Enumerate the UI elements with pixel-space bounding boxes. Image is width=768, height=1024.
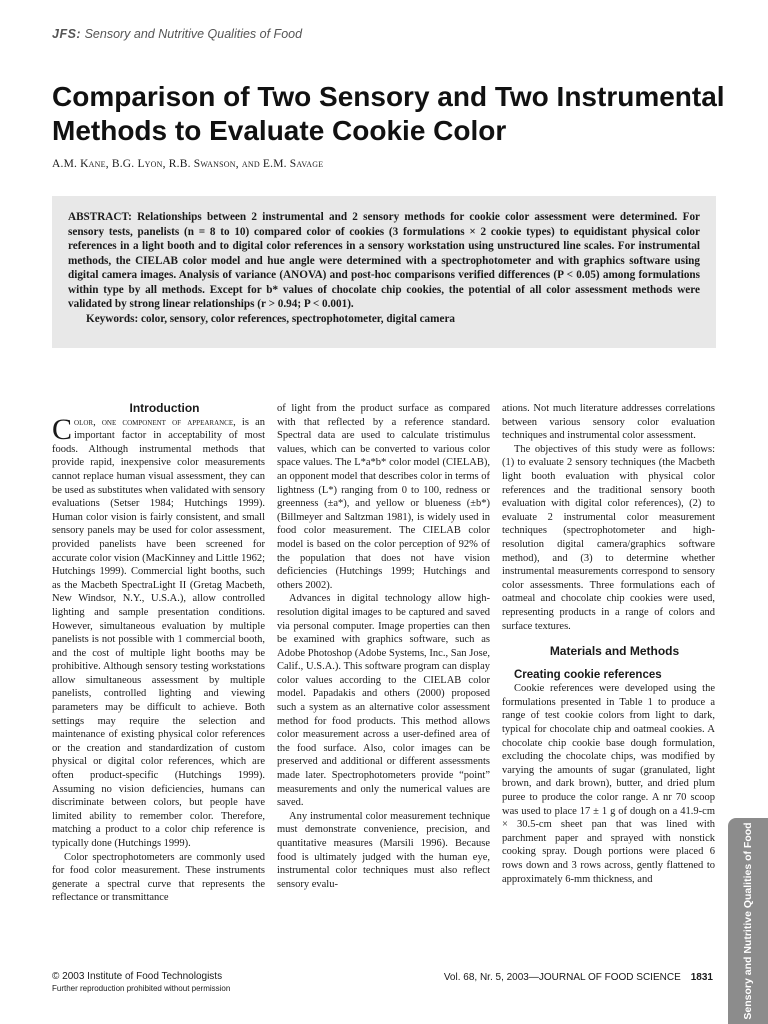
section-side-tab <box>728 818 768 1024</box>
abstract-box <box>52 196 716 348</box>
running-head <box>52 27 302 41</box>
col3-paragraph-2: The objectives of this study were as follows: (1) to evaluate 2 sensory techniques (the Macbeth light booth evaluation with physical color references and the traditional sensory booth evaluation with digital color references), (2) to evaluate 2 instrumental color measurement techniques (spectrophotometer and high-resolution digital camera/graphics software method), and (3) to determine whether instrumental measurements correspond to sensory color assessments. Three formulations each of oatmeal and chocolate chip cookies were used, representing products in a range of colors and surface textures. <box>502 443 715 632</box>
methods-heading: Materials and Methods <box>549 644 680 659</box>
col2-paragraph-2: Advances in digital technology allow high-resolution digital images to be captured and saved via personal computer. Image properties can then be examined with graphics software, such as Adobe Photoshop (Adobe Systems, Inc., San Jose, Calif., U.S.A.). This software program can display color values according to the CIELAB color model. Papadakis and others (2000) proposed such a system as an alternative color assessment method for food products. This method allows color measurement across a user-defined area of the food surface. Also, color images can be preserved and additional or different assessments made later. Spectrophotometers provide “point” measurements and only the numerical values are saved. <box>277 593 490 809</box>
intro-paragraph-1 <box>52 412 265 851</box>
text-column-3 <box>502 402 715 885</box>
intro-paragraph-2: Color spectrophotometers are commonly used for food color measurement. These instruments generate a spectral curve that represents the reflectance or transmittance <box>52 851 265 904</box>
lead-in: olor, one component of appearance, <box>74 416 236 428</box>
side-tab-label: Sensory and Nutritive Qualities of Food <box>742 822 754 1020</box>
keywords: Keywords: color, sensory, color references, spectrophotometer, digital camera <box>86 312 455 325</box>
intro-paragraph-1-text: is an important factor in acceptability of most foods. Although instrumental methods that provide rapid, inexpensive color measurements cannot replace human visual assessment, they can be used as substitutes when validated with sensory evaluations (Setser 1984; Hutchings 1999). Human color vision is fairly consistent, and small sensory panels may be used for color assessment, provided panelists have been screened for accurate color vision (MacKinney and Little 1962; Hutchings 1999). Commercial light booths, such as the Macbeth SpectraLight II (Gretag Macbeth, New Windsor, N.Y., U.S.A.), allow controlled lighting and sample presentation conditions. However, simultaneous evaluation by multiple panelists is not possible with 1 commercial booth, and the cost of multiple light booths may be prohibitive. Although sensory testing workstations allow simultaneous assessment by multiple panelists, controlled lighting and viewing parameters may be difficult to achieve. Both settings may require the selection and maintenance of existing physical color references or the creation and standardization of custom physical or digital color references, which are often product-specific (Hutchings 1999). Assuming no vision deficiencies, humans can discriminate between colors, but people have limited ability to remember color. Therefore, matching a product to a color chip reference is typically done (Hutchings 1999). <box>52 416 265 849</box>
text-column-2 <box>277 402 490 890</box>
col3-paragraph-1: ations. Not much literature addresses correlations between various sensory color evaluation techniques and instrumental color assessment. <box>502 403 715 442</box>
reproduction-notice: Further reproduction prohibited without permission <box>52 984 231 993</box>
text-column-1 <box>52 401 265 904</box>
section-name: Sensory and Nutritive Qualities of Food <box>84 27 303 41</box>
abstract-text: ABSTRACT: Relationships between 2 instrumental and 2 sensory methods for cookie color assessment were determined. For sensory tests, panelists (n = 8 to 10) compared color of cookies (3 formulations × 2 cookie types) to equidistant physical color references in a light booth and to digital color references in a sensory workstation using unstructured line scales. For instrumental methods, the CIELAB color model and hue angle were determined with a spectrophotometer and with graphics software using digital camera images. Analysis of variance (ANOVA) and post-hoc comparisons verified differences (P < 0.05) among formulations within type by all methods. Except for b* values of chocolate chip cookies, the potential of all color assessment methods were validated by strong linear relationships (r > 0.94; P < 0.001). <box>68 211 700 310</box>
introduction-heading: Introduction <box>129 401 200 415</box>
article-title: Comparison of Two Sensory and Two Instrumental Methods to Evaluate Cookie Color <box>52 81 725 146</box>
col2-paragraph-3: Any instrumental color measurement technique must demonstrate convenience, precision, and quantitative measures (Marsili 1996). Because food is ultimately judged with the human eye, instrumental color techniques must also reflect sensory evalu- <box>277 810 490 890</box>
journal-abbrev: JFS: <box>52 27 82 41</box>
author-list: A.M. Kane, B.G. Lyon, R.B. Swanson, and E.M. Savage <box>52 158 324 170</box>
cookie-references-subheading: Creating cookie references <box>514 668 662 681</box>
col3-paragraph-3: Cookie references were developed using the formulations presented in Table 1 to produce a range of test cookie colors from light to dark, typical for chocolate chip and oatmeal cookies. A chocolate chip cookie base dough formulation, excluding the chocolate chips, was modified by varying the amounts of sugar (granulated, light brown, and dark brown), butter, and dried plum puree to produce the color range. A nr 70 scoop was used to place 17 ± 1 g of dough on a 41.9-cm × 30.5-cm sheet pan that was lined with parchment paper and sprayed with nonstick cooking spray. Dough portions were placed 6 rows down and 3 rows across, gently flattened to approximately 6-mm thickness, and <box>502 683 715 885</box>
drop-cap: C <box>52 412 73 446</box>
footer-copyright <box>52 971 230 995</box>
page-number: 1831 <box>690 972 713 983</box>
footer-citation <box>410 972 713 983</box>
journal-citation: Vol. 68, Nr. 5, 2003—JOURNAL OF FOOD SCIENCE <box>443 972 681 983</box>
copyright-line: © 2003 Institute of Food Technologists <box>52 971 223 982</box>
col2-paragraph-1: of light from the product surface as compared with that reflected by a reference standard. Spectral data are used to calculate tristimulus values, which can be converted to various color space values. The L*a*b* color model (CIELAB), an opponent model that describes color in terms of lightness (L*) ranging from 0 to 100, redness or greenness (±a*), and yellow or blueness (±b*) (Billmeyer and Saltzman 1981), is widely used in food color measurement. The CIELAB color model is based on the color perception of 92% of the population that does not have vision deficiencies (Hutchings 1999; Hutchings and others 2002). <box>277 403 490 591</box>
